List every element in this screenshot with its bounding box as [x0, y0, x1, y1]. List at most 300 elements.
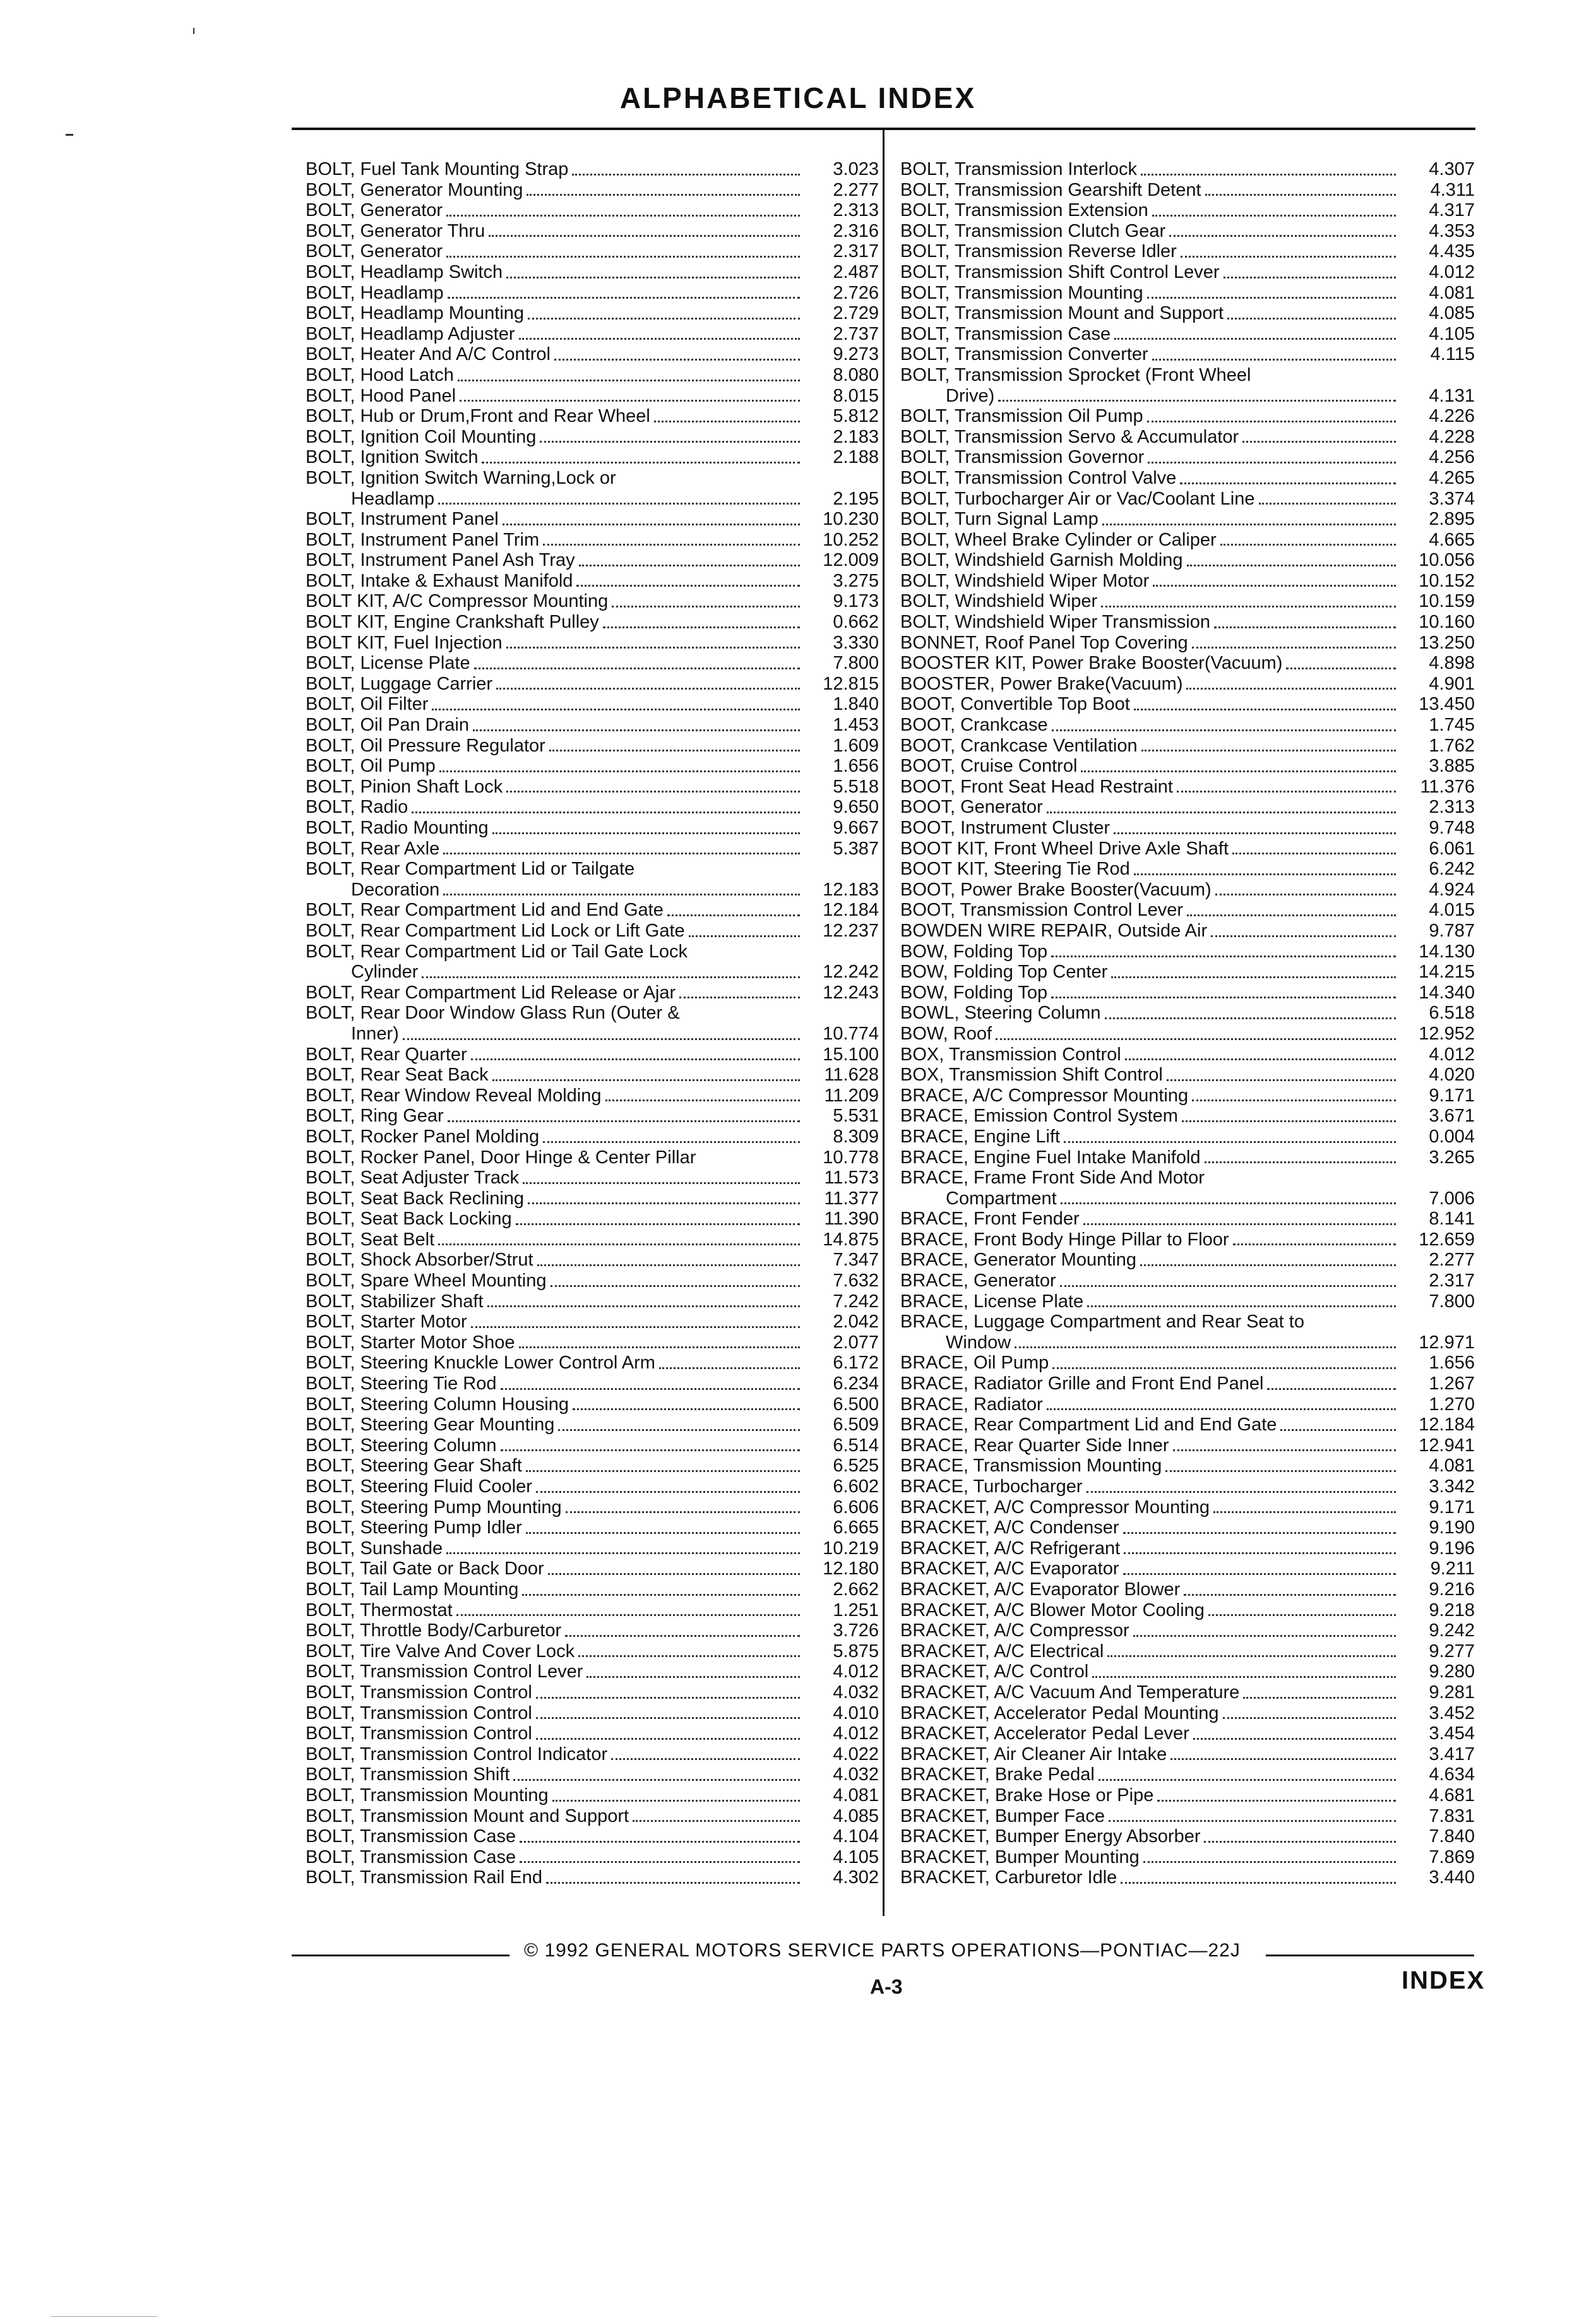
dot-leader	[1227, 318, 1396, 320]
entry-label: BOLT, Oil Pan Drain	[306, 715, 469, 736]
index-entry	[306, 1374, 879, 1394]
entry-page-ref: 9.190	[1429, 1518, 1475, 1538]
index-entry	[306, 694, 879, 715]
index-entry	[900, 880, 1475, 901]
index-entry	[306, 1456, 879, 1476]
dot-leader	[1169, 235, 1396, 237]
entry-page-ref: 4.317	[1429, 200, 1475, 221]
entry-label: BRACE, Turbocharger	[900, 1476, 1083, 1497]
entry-label: BOLT, Rear Quarter	[306, 1044, 467, 1065]
dot-leader	[1182, 1120, 1396, 1122]
dot-leader	[1280, 1429, 1396, 1431]
entry-page-ref: 9.281	[1429, 1682, 1475, 1703]
index-entry	[900, 1209, 1475, 1230]
entry-label: BRACKET, Brake Pedal	[900, 1764, 1095, 1785]
entry-page-ref: 2.183	[833, 426, 879, 447]
index-entry	[900, 365, 1475, 386]
index-entry	[900, 1661, 1475, 1682]
index-entry	[900, 1826, 1475, 1847]
dot-leader	[1173, 1449, 1396, 1451]
entry-page-ref: 5.875	[833, 1641, 879, 1661]
entry-page-ref: 4.901	[1429, 673, 1475, 694]
dot-leader	[446, 215, 800, 217]
index-entry	[900, 1230, 1475, 1250]
dot-leader	[578, 1655, 800, 1657]
dot-leader	[448, 297, 800, 299]
index-entry	[900, 221, 1475, 242]
index-entry	[900, 674, 1475, 695]
index-entry	[900, 715, 1475, 736]
index-entry	[306, 900, 879, 921]
dot-leader	[548, 1573, 800, 1575]
entry-page-ref: 10.774	[823, 1023, 879, 1044]
dot-leader	[587, 1676, 800, 1678]
dot-leader	[506, 647, 800, 649]
entry-label: BOLT, License Plate	[306, 653, 470, 674]
entry-page-ref: 6.242	[1429, 859, 1475, 880]
dot-leader	[603, 626, 800, 628]
entry-page-ref: 4.265	[1429, 467, 1475, 488]
index-entry	[306, 180, 879, 201]
dot-leader	[403, 1038, 800, 1040]
entry-label: BOX, Transmission Control	[900, 1044, 1121, 1065]
entry-page-ref: 6.665	[833, 1518, 879, 1538]
index-entry	[900, 1250, 1475, 1271]
index-entry	[900, 1518, 1475, 1538]
dot-leader	[1099, 1779, 1396, 1781]
index-entry	[306, 736, 879, 757]
dot-leader	[446, 256, 800, 258]
index-entry	[900, 1024, 1475, 1045]
dot-leader	[1111, 976, 1396, 978]
entry-page-ref: 3.374	[1429, 488, 1475, 509]
index-entry	[306, 1045, 879, 1065]
index-entry	[306, 1620, 879, 1641]
index-entry	[306, 962, 879, 983]
dot-leader	[443, 894, 800, 895]
entry-label: BOLT, Thermostat	[306, 1600, 453, 1620]
dot-leader	[1192, 647, 1396, 649]
entry-page-ref: 2.042	[833, 1312, 879, 1332]
index-entry	[900, 818, 1475, 839]
dot-leader	[489, 235, 800, 237]
entry-page-ref: 6.514	[833, 1435, 879, 1456]
entry-page-ref: 5.812	[833, 406, 879, 427]
entry-page-ref: 4.081	[1429, 282, 1475, 303]
entry-page-ref: 7.869	[1429, 1847, 1475, 1867]
index-entry	[900, 1127, 1475, 1147]
dot-leader	[546, 1882, 800, 1884]
entry-label: BOLT, Generator	[306, 241, 443, 262]
entry-page-ref: 4.032	[833, 1764, 879, 1785]
entry-page-ref: 2.195	[833, 488, 879, 509]
index-entry	[306, 1600, 879, 1621]
dot-leader	[605, 1099, 801, 1101]
entry-page-ref: 7.347	[833, 1250, 879, 1271]
dot-leader	[1047, 811, 1396, 813]
entry-page-ref: 4.634	[1429, 1764, 1475, 1785]
entry-page-ref: 4.022	[833, 1744, 879, 1764]
index-entry	[900, 1641, 1475, 1662]
entry-label: BOLT, Rear Compartment Lid Lock or Lift Gate	[306, 920, 685, 941]
index-entry	[306, 612, 879, 633]
entry-label: BOLT, Transmission Control Valve	[900, 467, 1177, 488]
entry-label: BRACE, Generator Mounting	[900, 1250, 1136, 1271]
entry-label: BOLT, Stabilizer Shaft	[306, 1291, 484, 1312]
entry-page-ref: 10.219	[823, 1538, 879, 1559]
entry-page-ref: 10.152	[1419, 570, 1475, 591]
index-entry	[900, 900, 1475, 921]
entry-label: BOLT, Transmission Control	[306, 1682, 532, 1703]
entry-label: BOLT, Rear Window Reveal Molding	[306, 1085, 602, 1106]
dot-leader	[1223, 1717, 1396, 1719]
entry-page-ref: 3.726	[833, 1620, 879, 1641]
dot-leader	[1205, 1161, 1396, 1163]
dot-leader	[537, 1264, 800, 1266]
entry-label: BOOT, Power Brake Booster(Vacuum)	[900, 879, 1212, 900]
dot-leader	[576, 585, 800, 587]
dot-leader	[611, 1758, 800, 1760]
entry-page-ref: 4.104	[833, 1826, 879, 1847]
entry-page-ref: 4.307	[1429, 159, 1475, 179]
entry-label: BOW, Roof	[900, 1023, 992, 1044]
dot-leader	[458, 380, 800, 381]
entry-page-ref: 2.895	[1429, 509, 1475, 530]
dot-leader	[543, 1141, 800, 1143]
entry-label: Window	[946, 1332, 1011, 1353]
index-entry	[306, 1415, 879, 1435]
entry-label: BOLT, Rear Seat Back	[306, 1065, 489, 1086]
index-entry	[306, 1764, 879, 1785]
entry-page-ref: 4.435	[1429, 241, 1475, 262]
entry-page-ref: 4.311	[1430, 179, 1475, 200]
entry-label: BOLT, Windshield Wiper	[900, 591, 1098, 612]
entry-label: Decoration	[351, 879, 440, 900]
dot-leader	[554, 359, 800, 361]
scan-mark	[193, 28, 194, 34]
dot-leader	[520, 1841, 800, 1843]
entry-label: BOLT, Transmission Case	[306, 1826, 516, 1847]
index-entry	[306, 942, 879, 962]
entry-label: BOLT, Hood Panel	[306, 385, 456, 406]
index-entry	[306, 386, 879, 407]
entry-label: BRACE, Emission Control System	[900, 1106, 1178, 1127]
entry-page-ref: 4.020	[1429, 1065, 1475, 1086]
dot-leader	[1205, 194, 1396, 196]
entry-page-ref: 5.531	[833, 1106, 879, 1127]
index-entry	[900, 1806, 1475, 1827]
dot-leader	[1184, 1594, 1396, 1596]
index-entry	[306, 653, 879, 674]
entry-label: BRACE, Rear Compartment Lid and End Gate	[900, 1415, 1277, 1435]
index-entry	[900, 468, 1475, 489]
entry-label: BOLT, Hood Latch	[306, 364, 454, 385]
dot-leader	[654, 421, 800, 422]
dot-leader	[1124, 1552, 1396, 1554]
entry-label: BOLT, Radio	[306, 797, 408, 818]
copyright-notice: © 1992 GENERAL MOTORS SERVICE PARTS OPERATIONS—PONTIAC—22J	[524, 1940, 1241, 1961]
index-entry	[900, 591, 1475, 612]
index-entry	[900, 241, 1475, 262]
index-entry	[306, 674, 879, 695]
dot-leader	[474, 668, 800, 669]
entry-label: BOLT, Radio Mounting	[306, 818, 489, 838]
entry-label: BOLT, Oil Pump	[306, 756, 436, 777]
entry-page-ref: 3.023	[833, 159, 879, 179]
index-entry	[900, 1744, 1475, 1765]
index-entry	[900, 283, 1475, 304]
index-entry	[306, 1312, 879, 1332]
entry-label: BOLT, Headlamp Switch	[306, 261, 503, 282]
entry-page-ref: 1.270	[1429, 1394, 1475, 1415]
entry-label: BRACKET, A/C Electrical	[900, 1641, 1104, 1661]
entry-page-ref: 4.256	[1429, 447, 1475, 468]
entry-label: BRACKET, Carburetor Idle	[900, 1867, 1117, 1888]
entry-label: BOOT, Crankcase	[900, 715, 1048, 736]
dot-leader	[1105, 1017, 1396, 1019]
index-entry	[900, 962, 1475, 983]
dot-leader	[1052, 729, 1396, 731]
entry-page-ref: 9.280	[1429, 1661, 1475, 1682]
entry-label: BOLT, Transmission Clutch Gear	[900, 220, 1166, 241]
entry-page-ref: 12.184	[823, 900, 879, 921]
index-entry	[306, 1188, 879, 1209]
entry-page-ref: 6.509	[833, 1415, 879, 1435]
dot-leader	[528, 318, 800, 320]
entry-label: BOLT, Headlamp	[306, 282, 444, 303]
dot-leader	[1167, 1079, 1396, 1081]
entry-label: BOLT, Ignition Coil Mounting	[306, 426, 537, 447]
entry-page-ref: 2.729	[833, 303, 879, 324]
index-entry	[306, 797, 879, 818]
entry-label: BOLT, Intake & Exhaust Manifold	[306, 570, 573, 591]
entry-page-ref: 12.952	[1419, 1023, 1475, 1044]
entry-label: BOLT, Windshield Wiper Motor	[900, 570, 1150, 591]
entry-label: BOLT, Transmission Sprocket (Front Wheel	[900, 364, 1251, 385]
entry-label: BOOT, Cruise Control	[900, 756, 1078, 777]
entry-page-ref: 6.525	[833, 1456, 879, 1476]
entry-label: BRACE, A/C Compressor Mounting	[900, 1085, 1189, 1106]
dot-leader	[579, 565, 800, 566]
index-entry	[306, 839, 879, 859]
entry-label: BOLT, Shock Absorber/Strut	[306, 1250, 533, 1271]
dot-leader	[1125, 1058, 1396, 1060]
index-entry	[900, 859, 1475, 880]
entry-page-ref: 9.277	[1429, 1641, 1475, 1661]
entry-page-ref: 4.228	[1429, 426, 1475, 447]
index-entry	[900, 1723, 1475, 1744]
entry-label: BOLT, Instrument Panel	[306, 509, 499, 530]
index-entry	[900, 1065, 1475, 1086]
entry-page-ref: 9.218	[1429, 1600, 1475, 1620]
entry-page-ref: 3.342	[1429, 1476, 1475, 1497]
entry-label: Headlamp	[351, 488, 435, 509]
index-entry	[900, 1312, 1475, 1332]
section-label: INDEX	[1402, 1967, 1486, 1994]
entry-page-ref: 11.376	[1420, 776, 1475, 797]
dot-leader	[572, 174, 800, 176]
index-entry	[306, 1332, 879, 1353]
entry-label: BRACE, Luggage Compartment and Rear Seat to	[900, 1312, 1304, 1332]
index-entry	[900, 777, 1475, 798]
entry-label: BOLT, Transmission Shift	[306, 1764, 510, 1785]
entry-page-ref: 4.353	[1429, 220, 1475, 241]
index-entry	[306, 406, 879, 427]
entry-label: BOOT, Instrument Cluster	[900, 818, 1110, 838]
entry-page-ref: 14.340	[1419, 982, 1475, 1003]
dot-leader	[522, 1594, 800, 1596]
index-entry	[306, 1723, 879, 1744]
entry-label: BRACKET, Brake Hose or Pipe	[900, 1785, 1154, 1805]
dot-leader	[565, 1635, 800, 1637]
dot-leader	[633, 1820, 800, 1822]
dot-leader	[503, 524, 800, 525]
entry-label: BONNET, Roof Panel Top Covering	[900, 632, 1188, 653]
entry-page-ref: 2.188	[833, 447, 879, 468]
index-entry	[306, 344, 879, 365]
dot-leader	[473, 729, 800, 731]
entry-label: BOLT, Seat Belt	[306, 1229, 435, 1250]
index-entry	[306, 1682, 879, 1703]
index-entry	[306, 818, 879, 839]
index-entry	[306, 1497, 879, 1518]
entry-page-ref: 12.659	[1419, 1229, 1475, 1250]
dot-leader	[1015, 1346, 1396, 1348]
entry-page-ref: 4.665	[1429, 529, 1475, 550]
dot-leader	[551, 1285, 801, 1287]
entry-page-ref: 6.606	[833, 1497, 879, 1518]
entry-page-ref: 7.006	[1429, 1188, 1475, 1209]
dot-leader	[1083, 1223, 1396, 1225]
entry-page-ref: 9.667	[833, 818, 879, 838]
entry-page-ref: 11.390	[824, 1209, 879, 1230]
dot-leader	[438, 503, 800, 505]
entry-page-ref: 8.015	[833, 385, 879, 406]
index-entry	[306, 571, 879, 592]
dot-leader	[1214, 626, 1396, 628]
dot-leader	[679, 997, 800, 998]
entry-page-ref: 4.681	[1429, 1785, 1475, 1805]
entry-page-ref: 4.015	[1429, 900, 1475, 921]
entry-label: BOLT, Windshield Garnish Molding	[900, 550, 1183, 571]
dot-leader	[1081, 770, 1396, 772]
entry-label: BOLT, Transmission Interlock	[900, 159, 1137, 179]
entry-page-ref: 10.252	[823, 529, 879, 550]
dot-leader	[1211, 935, 1396, 937]
entry-page-ref: 11.628	[824, 1065, 879, 1086]
index-entry	[900, 406, 1475, 427]
entry-label: BOLT, Steering Column	[306, 1435, 497, 1456]
dot-leader	[1153, 585, 1396, 587]
entry-label: BOLT, Steering Fluid Cooler	[306, 1476, 532, 1497]
dot-leader	[516, 1223, 800, 1225]
dot-leader	[527, 194, 800, 196]
entry-page-ref: 4.012	[833, 1723, 879, 1744]
index-entry	[306, 324, 879, 345]
dot-leader	[1220, 544, 1396, 546]
index-entry	[306, 715, 879, 736]
dot-leader	[1192, 1099, 1396, 1101]
dot-leader	[1052, 1367, 1396, 1369]
dot-leader	[492, 832, 800, 834]
entry-label: BRACKET, A/C Compressor	[900, 1620, 1129, 1641]
page-number: A-3	[870, 1975, 903, 1998]
entry-label: BOLT, Spare Wheel Mounting	[306, 1271, 547, 1291]
dot-leader	[501, 1449, 801, 1451]
entry-label: BRACKET, Accelerator Pedal Mounting	[900, 1703, 1219, 1723]
entry-label: BOLT, Starter Motor	[306, 1312, 467, 1332]
entry-label: BOLT, Turbocharger Air or Vac/Coolant Line	[900, 488, 1255, 509]
dot-leader	[1170, 1758, 1396, 1760]
index-entry	[900, 797, 1475, 818]
entry-label: BOLT, Transmission Control	[306, 1703, 532, 1723]
index-entry	[900, 1476, 1475, 1497]
dot-leader	[1181, 256, 1396, 258]
entry-label: BRACE, Generator	[900, 1271, 1056, 1291]
dot-leader	[1152, 215, 1396, 217]
index-entry	[306, 1003, 879, 1024]
index-entry	[900, 1538, 1475, 1559]
index-entry	[900, 1271, 1475, 1291]
entry-page-ref: 1.840	[833, 694, 879, 715]
entry-label: BRACKET, A/C Refrigerant	[900, 1538, 1121, 1559]
dot-leader	[1147, 421, 1396, 422]
dot-leader	[1087, 1305, 1396, 1307]
entry-label: BRACE, Front Body Hinge Pillar to Floor	[900, 1229, 1229, 1250]
entry-page-ref: 4.012	[833, 1661, 879, 1682]
entry-label: BOLT, Generator Thru	[306, 220, 485, 241]
dot-leader	[1193, 1738, 1396, 1740]
entry-page-ref: 1.656	[1429, 1353, 1475, 1374]
dot-leader	[549, 750, 800, 751]
dot-leader	[439, 770, 800, 772]
dot-leader	[1286, 668, 1396, 669]
dot-leader	[501, 1388, 800, 1390]
entry-page-ref: 1.267	[1429, 1374, 1475, 1394]
dot-leader	[506, 277, 800, 278]
index-entry	[306, 1127, 879, 1147]
index-entry	[306, 1353, 879, 1374]
dot-leader	[496, 688, 800, 690]
dot-leader	[1087, 1491, 1396, 1493]
dot-leader	[1165, 1470, 1396, 1472]
index-entry	[306, 1806, 879, 1827]
entry-label: BOLT, Transmission Rail End	[306, 1867, 542, 1888]
entry-page-ref: 14.875	[823, 1229, 879, 1250]
entry-page-ref: 3.330	[833, 632, 879, 653]
dot-leader	[1152, 359, 1396, 361]
dot-leader	[1121, 1882, 1396, 1884]
dot-leader	[519, 338, 800, 340]
dot-leader	[540, 441, 800, 443]
entry-page-ref: 2.487	[833, 261, 879, 282]
entry-label: BOLT, Seat Adjuster Track	[306, 1168, 519, 1188]
entry-label: BOLT, Generator Mounting	[306, 179, 523, 200]
dot-leader	[1109, 1820, 1396, 1822]
dot-leader	[1233, 1243, 1396, 1245]
entry-label: BOLT, Rear Door Window Glass Run (Outer &	[306, 1003, 680, 1024]
index-entry	[900, 653, 1475, 674]
entry-page-ref: 6.602	[833, 1476, 879, 1497]
index-entry	[900, 1291, 1475, 1312]
dot-leader	[1114, 832, 1396, 834]
index-entry	[306, 1661, 879, 1682]
index-entry	[306, 1250, 879, 1271]
entry-label: BOLT, Steering Knuckle Lower Control Arm	[306, 1353, 655, 1374]
entry-label: BOOT, Front Seat Head Restraint	[900, 776, 1173, 797]
entry-label: BOLT, Transmission Case	[900, 323, 1111, 344]
entry-label: BOLT, Generator	[306, 200, 443, 221]
